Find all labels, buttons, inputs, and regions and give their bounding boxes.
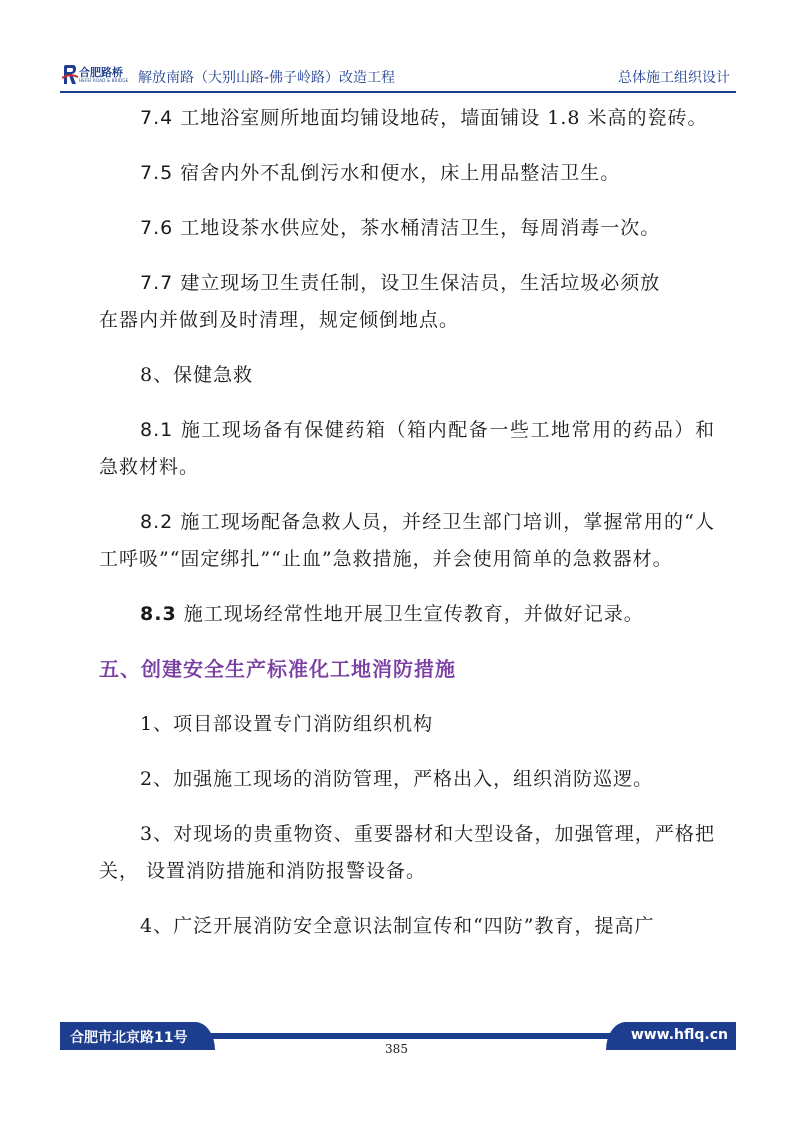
paragraph-7-6: 7.6 工地设茶水供应处，茶水桶清洁卫生，每周消毒一次。 <box>140 217 661 239</box>
company-logo <box>62 63 132 87</box>
page-header <box>60 58 736 94</box>
document-body <box>99 100 715 963</box>
paragraph-7-7: 7.7 建立现场卫生责任制，设卫生保洁员，生活垃圾必须放 在器内并做到及时清理，规定倾倒地点。 <box>99 272 661 331</box>
section-8-title: 8、保健急救 <box>140 364 254 386</box>
paragraph-8-1: 8.1 施工现场备有保健药箱（箱内配备一些工地常用的药品）和急救材料。 <box>99 419 715 478</box>
list-item-2: 2、加强施工现场的消防管理，严格出入，组织消防巡逻。 <box>140 768 654 790</box>
list-item-1: 1、项目部设置专门消防组织机构 <box>140 713 434 735</box>
paragraph-8-2: 8.2 施工现场配备急救人员，并经卫生部门培训，掌握常用的“人工呼吸”“固定绑扎”“止血”急救措施，并会使用简单的急救器材。 <box>99 511 716 570</box>
footer-website: www.hflq.cn <box>630 1027 728 1043</box>
project-title: 解放南路（大别山路-佛子岭路）改造工程 <box>138 70 396 86</box>
list-item-4: 4、广泛开展消防安全意识法制宣传和“四防”教育，提高广 <box>140 915 655 937</box>
paragraph-7-4: 7.4 工地浴室厕所地面均铺设地砖，墙面铺设 1.8 米高的瓷砖。 <box>140 107 708 129</box>
header-divider <box>60 91 736 93</box>
footer-address: 合肥市北京路11号 <box>70 1030 188 1046</box>
paragraph-7-5: 7.5 宿舍内外不乱倒污水和便水，床上用品整洁卫生。 <box>140 162 621 184</box>
logo-subtext: HEFEI ROAD & BRIDGE <box>79 78 129 83</box>
logo-mark-icon <box>62 64 78 86</box>
logo-text: 合肥路桥 <box>79 66 123 79</box>
page-number: 385 <box>385 1042 408 1056</box>
list-item-3: 3、对现场的贵重物资、重要器材和大型设备，加强管理，严格把关， 设置消防措施和消防报警设备。 <box>99 823 715 882</box>
paragraph-8-3: 8.3 施工现场经常性地开展卫生宣传教育，并做好记录。 <box>140 603 644 625</box>
section-5-heading: 五、创建安全生产标准化工地消防措施 <box>99 657 456 681</box>
section-title: 总体施工组织设计 <box>618 70 730 86</box>
